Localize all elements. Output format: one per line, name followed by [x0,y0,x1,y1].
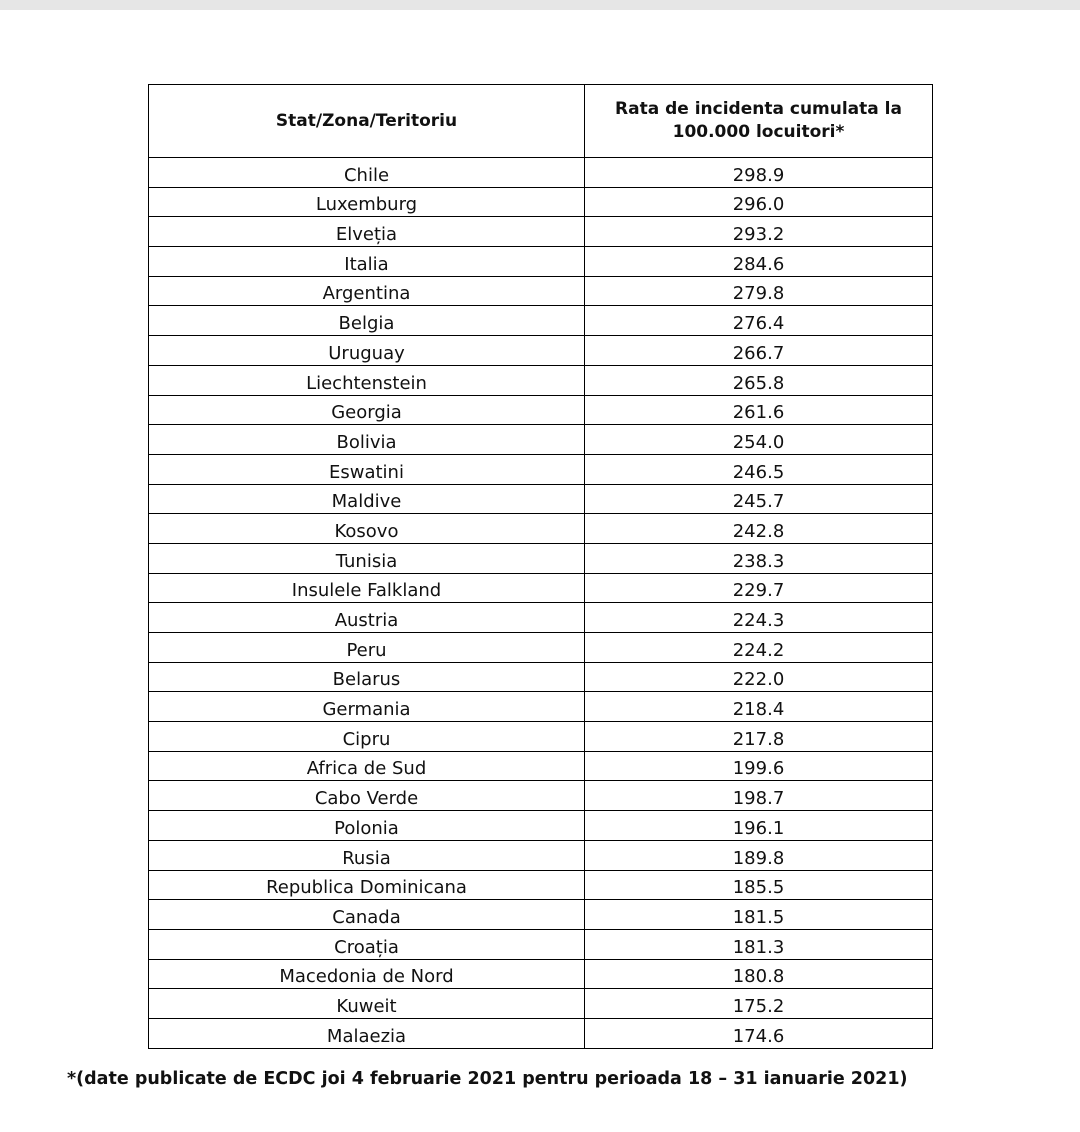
incidence-value-cell: 222.0 [585,662,933,692]
country-cell: Belarus [149,662,585,692]
table-header-row [149,85,933,158]
table-row [149,811,933,841]
top-divider-bar [0,0,1080,10]
incidence-value-cell: 224.2 [585,633,933,663]
table-body [149,158,933,1049]
incidence-value-cell: 180.8 [585,959,933,989]
table-row [149,662,933,692]
incidence-value-cell: 218.4 [585,692,933,722]
table-row [149,870,933,900]
footnote: *(date publicate de ECDC joi 4 februarie 2021 pentru perioada 18 – 31 ianuarie 2021) [67,1069,908,1089]
country-cell: Germania [149,692,585,722]
table-row [149,900,933,930]
country-cell: Cabo Verde [149,781,585,811]
incidence-value-cell: 217.8 [585,722,933,752]
country-cell: Austria [149,603,585,633]
table-row [149,306,933,336]
incidence-value-cell: 198.7 [585,781,933,811]
country-cell: Polonia [149,811,585,841]
country-cell: Rusia [149,840,585,870]
table-row [149,365,933,395]
incidence-value-cell: 265.8 [585,365,933,395]
table-row [149,336,933,366]
country-cell: Elveția [149,217,585,247]
incidence-value-cell: 181.3 [585,929,933,959]
table-row [149,573,933,603]
country-cell: Croația [149,929,585,959]
table-row [149,989,933,1019]
incidence-value-cell: 174.6 [585,1018,933,1048]
incidence-value-cell: 238.3 [585,543,933,573]
country-cell: Canada [149,900,585,930]
incidence-value-cell: 254.0 [585,425,933,455]
country-cell: Italia [149,247,585,277]
country-cell: Cipru [149,722,585,752]
table-row [149,425,933,455]
table-row [149,454,933,484]
incidence-value-cell: 293.2 [585,217,933,247]
incidence-value-cell: 245.7 [585,484,933,514]
table-row [149,781,933,811]
incidence-value-cell: 196.1 [585,811,933,841]
country-cell: Belgia [149,306,585,336]
country-cell: Malaezia [149,1018,585,1048]
table-row [149,276,933,306]
country-cell: Argentina [149,276,585,306]
country-cell: Eswatini [149,454,585,484]
country-cell: Maldive [149,484,585,514]
country-cell: Chile [149,158,585,188]
table-row [149,543,933,573]
table-row [149,187,933,217]
table-row [149,692,933,722]
country-cell: Tunisia [149,543,585,573]
incidence-value-cell: 266.7 [585,336,933,366]
country-cell: Uruguay [149,336,585,366]
country-cell: Republica Dominicana [149,870,585,900]
country-cell: Insulele Falkland [149,573,585,603]
table-row [149,217,933,247]
header-country: Stat/Zona/Teritoriu [149,85,585,158]
country-cell: Peru [149,633,585,663]
incidence-value-cell: 224.3 [585,603,933,633]
table-row [149,722,933,752]
incidence-value-cell: 246.5 [585,454,933,484]
table-row [149,603,933,633]
incidence-value-cell: 229.7 [585,573,933,603]
incidence-value-cell: 175.2 [585,989,933,1019]
incidence-value-cell: 296.0 [585,187,933,217]
table-row [149,959,933,989]
table-row [149,840,933,870]
table-row [149,751,933,781]
table-row [149,158,933,188]
country-cell: Bolivia [149,425,585,455]
incidence-value-cell: 279.8 [585,276,933,306]
incidence-value-cell: 284.6 [585,247,933,277]
incidence-value-cell: 189.8 [585,840,933,870]
header-incidence-rate: Rata de incidenta cumulata la 100.000 locuitori* [585,85,933,158]
country-cell: Luxemburg [149,187,585,217]
table-row [149,1018,933,1048]
country-cell: Africa de Sud [149,751,585,781]
table-row [149,247,933,277]
incidence-value-cell: 298.9 [585,158,933,188]
country-cell: Macedonia de Nord [149,959,585,989]
incidence-value-cell: 242.8 [585,514,933,544]
table-row [149,514,933,544]
incidence-value-cell: 276.4 [585,306,933,336]
incidence-table [148,84,933,1049]
incidence-value-cell: 185.5 [585,870,933,900]
incidence-value-cell: 199.6 [585,751,933,781]
incidence-value-cell: 181.5 [585,900,933,930]
table-row [149,633,933,663]
table-row [149,395,933,425]
table-row [149,929,933,959]
table-row [149,484,933,514]
country-cell: Georgia [149,395,585,425]
country-cell: Kosovo [149,514,585,544]
country-cell: Kuweit [149,989,585,1019]
country-cell: Liechtenstein [149,365,585,395]
incidence-value-cell: 261.6 [585,395,933,425]
